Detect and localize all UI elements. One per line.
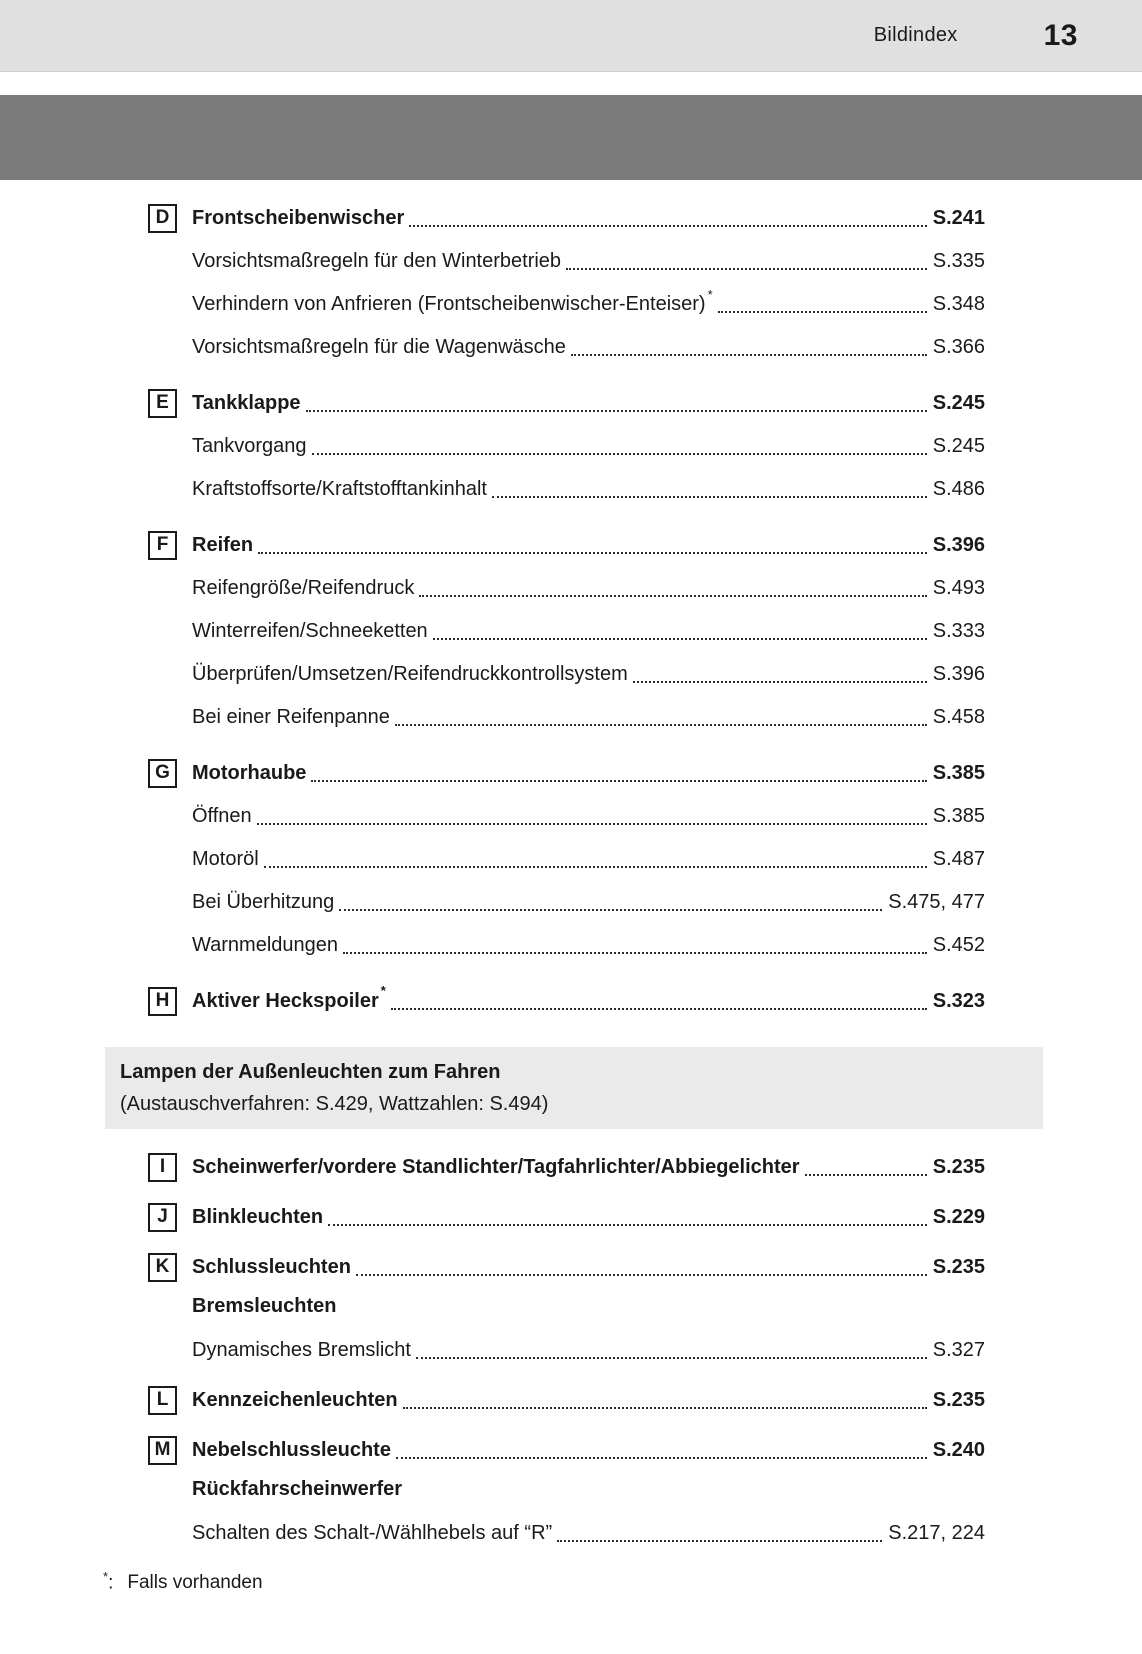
- dot-leader: [395, 724, 927, 726]
- subentry-label: Tankvorgang: [192, 435, 307, 457]
- subentry-page-ref: S.217, 224: [888, 1522, 985, 1544]
- section-letter-badge: H: [148, 987, 177, 1016]
- lamp-replacement-note: [105, 1047, 1043, 1129]
- entry-page-ref: S.229: [932, 1205, 985, 1228]
- entry-title: Kennzeichenleuchten: [192, 1388, 398, 1411]
- subentry-label: Winterreifen/Schneeketten: [192, 620, 428, 642]
- note-title: Lampen der Außenleuchten zum Fahren: [120, 1061, 501, 1083]
- subentry-page-ref: S.335: [932, 250, 985, 272]
- subentry-label: Kraftstoffsorte/Kraftstofftankinhalt: [192, 478, 487, 500]
- subentry-label: Warnmeldungen: [192, 934, 339, 956]
- entry-title: Schlussleuchten: [192, 1255, 351, 1278]
- section-letter-badge: K: [148, 1253, 177, 1282]
- footnote: [103, 1569, 985, 1594]
- entry-title: Frontscheibenwischer: [192, 206, 405, 229]
- subentry-label: Überprüfen/Umsetzen/Reifendruckkontrollsystem: [192, 663, 628, 685]
- note-detail: (Austauschverfahren: S.429, Wattzahlen: S.494): [120, 1093, 549, 1115]
- index-entry-e[interactable]: [148, 381, 985, 425]
- entry-page-ref: S.385: [932, 761, 985, 784]
- dot-leader: [805, 1174, 927, 1176]
- index-entry-l[interactable]: [148, 1378, 985, 1422]
- dot-leader: [264, 866, 927, 868]
- subentry-page-ref: S.486: [932, 478, 985, 500]
- index-subentry[interactable]: [148, 653, 985, 696]
- dot-leader: [339, 909, 882, 911]
- footnote-text: Falls vorhanden: [127, 1572, 263, 1594]
- index-subentry[interactable]: [148, 567, 985, 610]
- subentry-label: Schalten des Schalt-/Wählhebels auf “R”: [192, 1522, 553, 1544]
- index-subentry[interactable]: [148, 283, 985, 326]
- dot-leader: [557, 1540, 882, 1542]
- dot-leader: [409, 225, 926, 227]
- asterisk-superscript: *: [707, 287, 713, 302]
- subentry-label: Vorsichtsmaßregeln für den Winterbetrieb: [192, 250, 562, 272]
- index-subentry[interactable]: [148, 838, 985, 881]
- index-entry-d[interactable]: [148, 196, 985, 240]
- dot-leader: [396, 1457, 927, 1459]
- subentry-label: Reifengröße/Reifendruck: [192, 577, 415, 599]
- section-letter-badge: M: [148, 1436, 177, 1465]
- subentry-page-ref: S.487: [932, 848, 985, 870]
- subentry-page-ref: S.348: [932, 293, 985, 315]
- entry-subtitle: Bremsleuchten: [192, 1294, 337, 1317]
- entry-title: Tankklappe: [192, 391, 301, 414]
- dot-leader: [311, 780, 926, 782]
- dot-leader: [633, 681, 927, 683]
- entry-subtitle-row: [148, 1289, 985, 1323]
- subentry-label: Verhindern von Anfrieren (Frontscheibenwischer-Enteiser): [192, 293, 706, 315]
- index-subentry[interactable]: [148, 1329, 985, 1372]
- dot-leader: [343, 952, 927, 954]
- dot-leader: [419, 595, 926, 597]
- dot-leader: [356, 1274, 927, 1276]
- subentry-page-ref: S.493: [932, 577, 985, 599]
- index-subentry[interactable]: [148, 468, 985, 511]
- index-list: [103, 196, 985, 1594]
- entry-page-ref: S.235: [932, 1255, 985, 1278]
- index-entry-m[interactable]: [148, 1428, 985, 1472]
- dot-leader: [257, 823, 927, 825]
- dot-leader: [571, 354, 927, 356]
- dot-leader: [718, 311, 927, 313]
- page-header: [0, 0, 1142, 72]
- entry-page-ref: S.241: [932, 206, 985, 229]
- page-number: 13: [1043, 18, 1078, 52]
- dot-leader: [416, 1357, 927, 1359]
- index-subentry[interactable]: [148, 881, 985, 924]
- subentry-page-ref: S.333: [932, 620, 985, 642]
- entry-title: Motorhaube: [192, 761, 307, 784]
- section-letter-badge: I: [148, 1153, 177, 1182]
- subentry-label: Bei einer Reifenpanne: [192, 706, 390, 728]
- subentry-label: Motoröl: [192, 848, 259, 870]
- index-subentry[interactable]: [148, 610, 985, 653]
- index-entry-g[interactable]: [148, 751, 985, 795]
- entry-page-ref: S.396: [932, 533, 985, 556]
- index-subentry[interactable]: [148, 240, 985, 283]
- index-subentry[interactable]: [148, 696, 985, 739]
- section-letter-badge: J: [148, 1203, 177, 1232]
- footnote-separator: :: [108, 1572, 114, 1594]
- section-letter-badge: G: [148, 759, 177, 788]
- section-banner: [0, 95, 1142, 180]
- dot-leader: [391, 1008, 927, 1010]
- dot-leader: [312, 453, 927, 455]
- entry-subtitle: Rückfahrscheinwerfer: [192, 1477, 403, 1500]
- subentry-page-ref: S.458: [932, 706, 985, 728]
- dot-leader: [403, 1407, 927, 1409]
- index-entry-i[interactable]: [148, 1145, 985, 1189]
- subentry-page-ref: S.396: [932, 663, 985, 685]
- section-letter-badge: D: [148, 204, 177, 233]
- dot-leader: [258, 552, 927, 554]
- index-entry-f[interactable]: [148, 523, 985, 567]
- subentry-label: Öffnen: [192, 805, 252, 827]
- subentry-label: Dynamisches Bremslicht: [192, 1339, 411, 1361]
- dot-leader: [433, 638, 927, 640]
- index-subentry[interactable]: [148, 795, 985, 838]
- subentry-page-ref: S.475, 477: [888, 891, 985, 913]
- entry-page-ref: S.240: [932, 1438, 985, 1461]
- entry-page-ref: S.235: [932, 1155, 985, 1178]
- index-subentry[interactable]: [148, 425, 985, 468]
- index-entry-k[interactable]: [148, 1245, 985, 1289]
- subentry-page-ref: S.327: [932, 1339, 985, 1361]
- entry-page-ref: S.245: [932, 391, 985, 414]
- subentry-page-ref: S.366: [932, 336, 985, 358]
- section-letter-badge: L: [148, 1386, 177, 1415]
- index-subentry[interactable]: [148, 1512, 985, 1555]
- section-letter-badge: E: [148, 389, 177, 418]
- entry-title: Blinkleuchten: [192, 1205, 324, 1228]
- section-letter-badge: F: [148, 531, 177, 560]
- header-title: Bildindex: [873, 24, 958, 46]
- subentry-label: Bei Überhitzung: [192, 891, 335, 913]
- index-subentry[interactable]: [148, 924, 985, 967]
- entry-title: Aktiver Heckspoiler: [192, 989, 379, 1012]
- entry-page-ref: S.323: [932, 989, 985, 1012]
- entry-title: Scheinwerfer/vordere Standlichter/Tagfahrlichter/Abbiegelichter: [192, 1155, 800, 1178]
- index-entry-h[interactable]: [148, 979, 985, 1023]
- asterisk-superscript: *: [103, 1569, 109, 1584]
- entry-title: Reifen: [192, 533, 254, 556]
- subentry-page-ref: S.245: [932, 435, 985, 457]
- dot-leader: [306, 410, 927, 412]
- entry-title: Nebelschlussleuchte: [192, 1438, 391, 1461]
- entry-page-ref: S.235: [932, 1388, 985, 1411]
- index-entry-j[interactable]: [148, 1195, 985, 1239]
- dot-leader: [492, 496, 927, 498]
- entry-subtitle-row: [148, 1472, 985, 1506]
- asterisk-superscript: *: [380, 983, 386, 998]
- index-subentry[interactable]: [148, 326, 985, 369]
- subentry-page-ref: S.452: [932, 934, 985, 956]
- subentry-label: Vorsichtsmaßregeln für die Wagenwäsche: [192, 336, 566, 358]
- dot-leader: [328, 1224, 927, 1226]
- dot-leader: [566, 268, 927, 270]
- subentry-page-ref: S.385: [932, 805, 985, 827]
